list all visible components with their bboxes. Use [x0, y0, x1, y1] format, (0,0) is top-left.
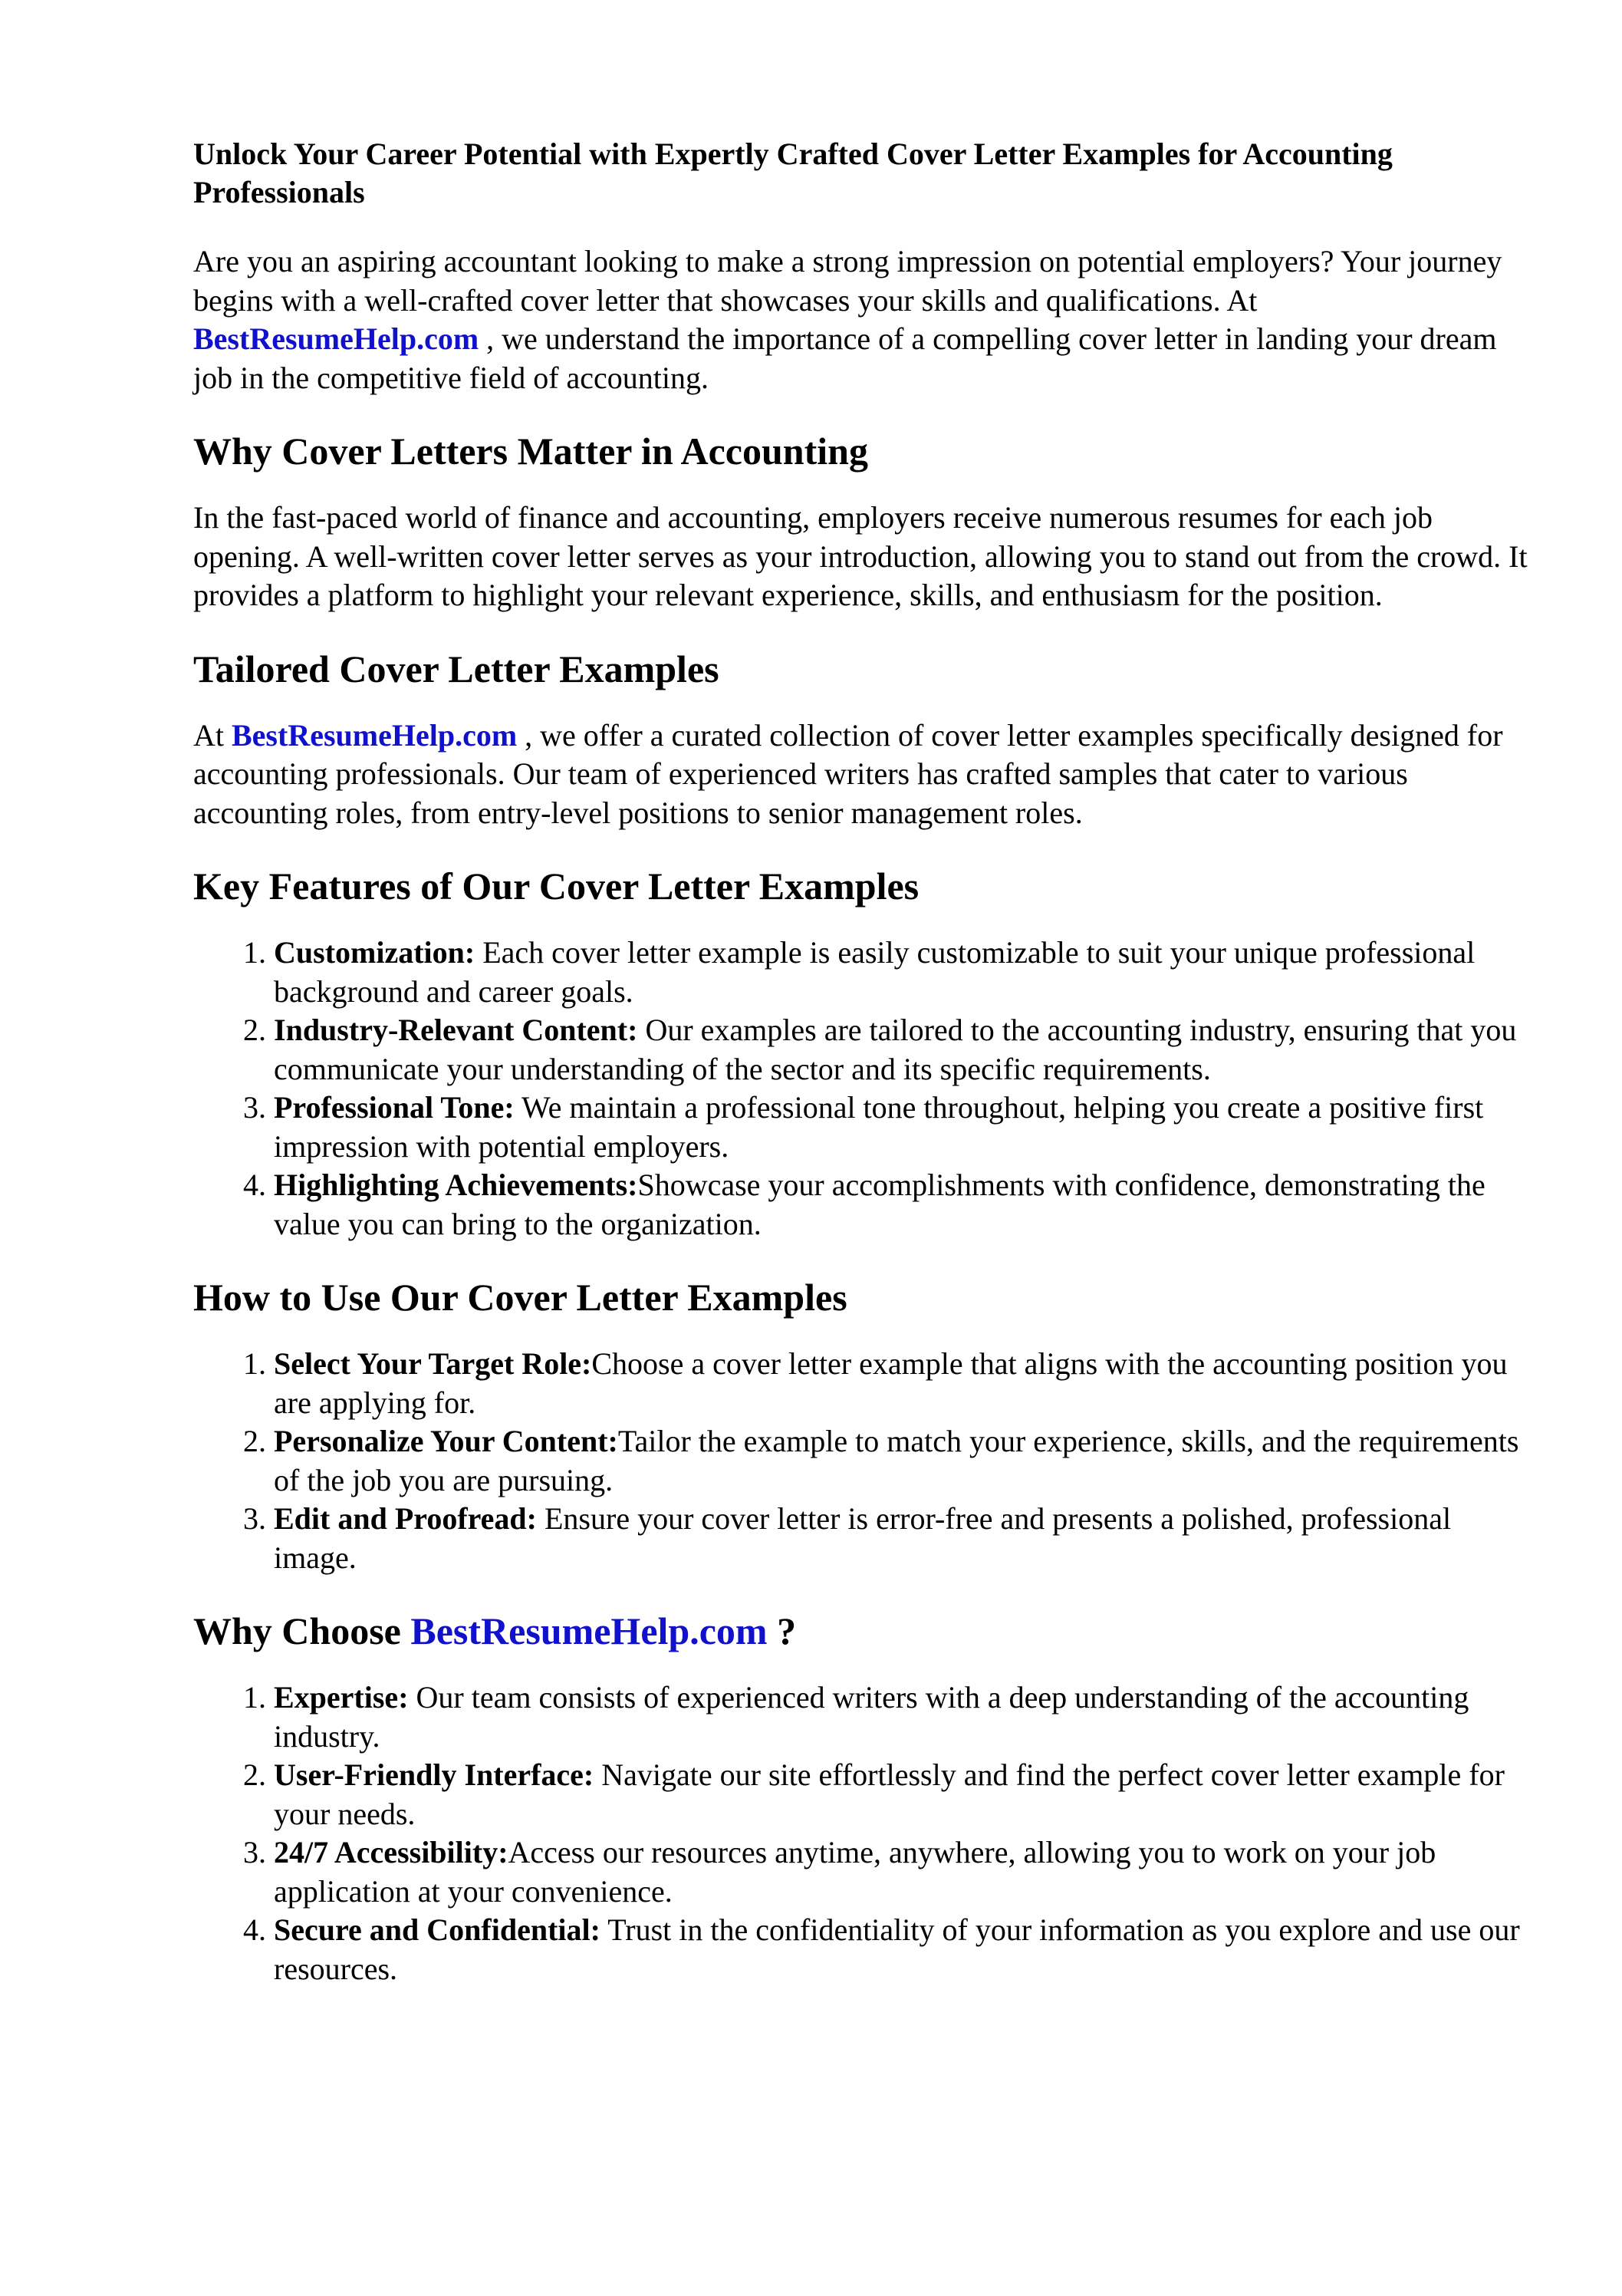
heading-features: Key Features of Our Cover Letter Examples [193, 865, 920, 908]
heading-why-matter: Why Cover Letters Matter in Accounting [193, 430, 868, 473]
item-label: Customization: [274, 935, 475, 970]
site-link[interactable]: BestResumeHelp.com [410, 1609, 768, 1652]
item-text: We maintain a professional tone throughout, helping you create a positive first impression with potential employers. [274, 1090, 1484, 1164]
item-label: Industry-Relevant Content: [274, 1013, 638, 1047]
item-label: Personalize Your Content: [274, 1424, 618, 1458]
document-title: Unlock Your Career Potential with Expertly Crafted Cover Letter Examples for Accounting Professionals [193, 137, 1393, 209]
intro-text-before: Are you an aspiring accountant looking to make a strong impression on potential employers? Your journey begins with a well-crafted cover letter that showcases your skills and qualifications. At [193, 244, 1502, 318]
list-item [274, 1756, 1528, 1833]
item-label: 24/7 Accessibility: [274, 1835, 508, 1869]
list-item [274, 1500, 1528, 1577]
item-text: Showcase your accomplishments with confidence, demonstrating the value you can bring to the organization. [274, 1168, 1485, 1241]
item-label: Secure and Confidential: [274, 1912, 600, 1947]
why-choose-list [193, 1678, 1528, 1988]
item-label: Edit and Proofread: [274, 1501, 537, 1536]
item-label: User-Friendly Interface: [274, 1757, 594, 1792]
item-text: Tailor the example to match your experience, skills, and the requirements of the job you are pursuing. [274, 1424, 1519, 1497]
item-text: Our team consists of experienced writers with a deep understanding of the accounting industry. [274, 1680, 1469, 1754]
item-label: Expertise: [274, 1680, 409, 1715]
list-item [274, 1011, 1528, 1089]
tailored-paragraph [193, 716, 1528, 833]
item-text: Each cover letter example is easily customizable to suit your unique professional background and career goals. [274, 935, 1476, 1009]
tailored-text-before: At [193, 717, 232, 753]
why-matter-paragraph: In the fast-paced world of finance and accounting, employers receive numerous resumes for each job opening. A well-written cover letter serves as your introduction, allowing you to stand out from the crowd. It provides a platform to highlight your relevant experience, skills, and enthusiasm for the position. [193, 500, 1528, 612]
heading-tailored: Tailored Cover Letter Examples [193, 647, 719, 690]
list-item [274, 1345, 1528, 1422]
document-page [193, 135, 1528, 1988]
list-item [274, 1089, 1528, 1166]
heading-how-to: How to Use Our Cover Letter Examples [193, 1276, 847, 1319]
item-text: Navigate our site effortlessly and find the perfect cover letter example for your needs. [274, 1757, 1505, 1831]
item-label: Select Your Target Role: [274, 1346, 592, 1381]
features-list [193, 934, 1528, 1244]
list-item [274, 1422, 1528, 1500]
item-text: Ensure your cover letter is error-free and presents a polished, professional image. [274, 1501, 1452, 1575]
item-text: Choose a cover letter example that aligns with the accounting position you are applying for. [274, 1346, 1508, 1420]
list-item [274, 934, 1528, 1011]
site-link[interactable]: BestResumeHelp.com [232, 717, 518, 753]
list-item [274, 1911, 1528, 1988]
tailored-text-after: , we offer a curated collection of cover letter examples specifically designed for accounting professionals. Our team of experienced writers has crafted samples that cater to various accounting roles, from entry-level positions to senior management roles. [193, 717, 1503, 830]
list-item [274, 1678, 1528, 1756]
list-item [274, 1166, 1528, 1244]
intro-text-after: , we understand the importance of a compelling cover letter in landing your dream job in the competitive field of accounting. [193, 321, 1497, 395]
intro-paragraph [193, 242, 1528, 397]
item-text: Trust in the confidentiality of your information as you explore and use our resources. [274, 1912, 1520, 1986]
why-choose-heading-after: ? [767, 1609, 797, 1652]
item-text: Our examples are tailored to the accounting industry, ensuring that you communicate your understanding of the sector and its specific requirements. [274, 1013, 1517, 1086]
list-item [274, 1833, 1528, 1911]
site-link[interactable]: BestResumeHelp.com [193, 321, 479, 356]
why-choose-heading-before: Why Choose [193, 1609, 411, 1652]
item-label: Highlighting Achievements: [274, 1168, 638, 1202]
item-text: Access our resources anytime, anywhere, allowing you to work on your job application at your convenience. [274, 1835, 1436, 1909]
heading-why-choose [193, 1608, 1528, 1654]
how-to-list [193, 1345, 1528, 1577]
item-label: Professional Tone: [274, 1090, 515, 1125]
